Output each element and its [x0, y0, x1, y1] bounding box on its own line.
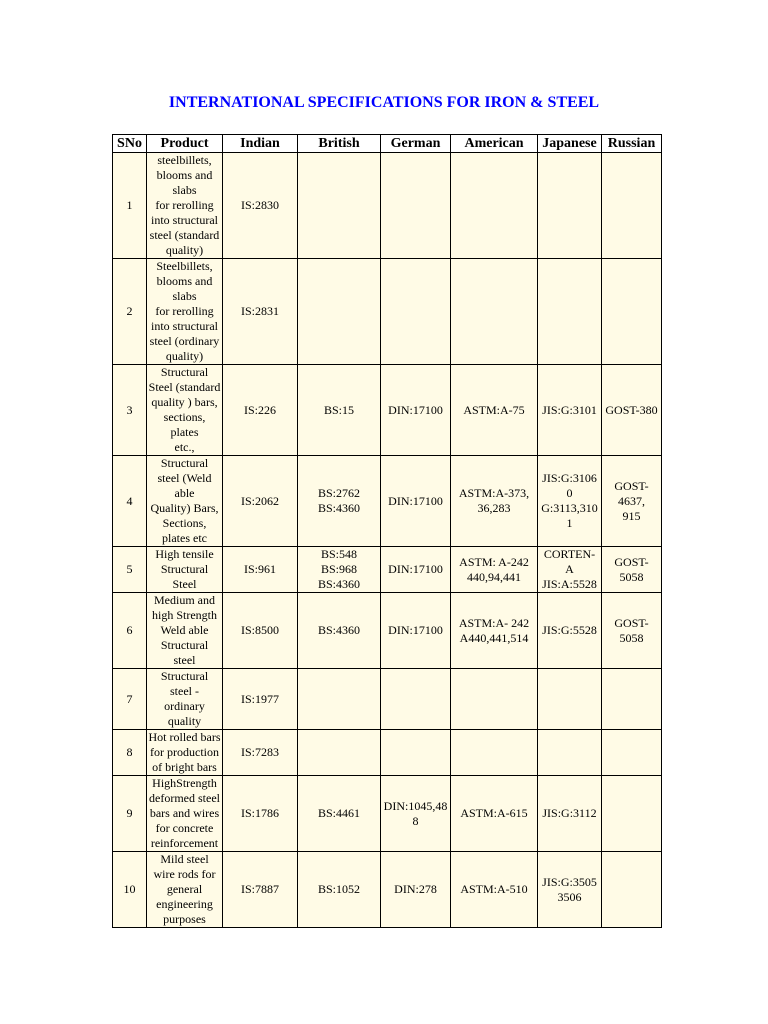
cell-product: [147, 259, 222, 364]
cell-line: Sections,: [162, 516, 207, 530]
cell-german: [381, 776, 450, 851]
cell-sno: 7: [113, 669, 146, 729]
cell-japanese: [538, 259, 601, 364]
cell-russian: [602, 669, 661, 729]
cell-german: [381, 852, 450, 927]
cell-product: [147, 456, 222, 546]
cell-line: sections,: [163, 410, 206, 424]
cell-line: JIS:G:3505: [542, 874, 597, 889]
cell-line: 5058: [619, 569, 644, 584]
cell-line: ASTM:A-75: [463, 402, 525, 417]
cell-british: [298, 153, 380, 258]
cell-russian: [602, 852, 661, 927]
cell-line: into structural: [151, 213, 218, 227]
header-row: [113, 135, 661, 152]
cell-line: steel: [173, 653, 196, 667]
cell-line: blooms and: [156, 168, 213, 182]
cell-line: ASTM: A-242: [459, 554, 529, 569]
cell-american: [451, 547, 537, 592]
cell-american: [451, 776, 537, 851]
cell-american: [451, 730, 537, 775]
cell-line: ASTM:A- 242: [458, 615, 530, 630]
cell-line: slabs: [172, 289, 197, 303]
cell-russian: [602, 456, 661, 546]
cell-line: Steel: [172, 577, 197, 591]
cell-japanese: [538, 365, 601, 455]
cell-american: [451, 456, 537, 546]
cell-line: HighStrength: [152, 776, 217, 790]
cell-line: BS:4360: [317, 623, 360, 637]
cell-japanese: [538, 547, 601, 592]
cell-line: quality): [165, 349, 204, 363]
table-row: [113, 365, 661, 455]
cell-product: [147, 547, 222, 592]
cell-american: [451, 852, 537, 927]
cell-line: for rerolling: [155, 304, 214, 318]
cell-line: JIS:G:3101: [542, 402, 597, 417]
cell-line: BS:548: [320, 547, 357, 561]
cell-japanese: [538, 593, 601, 668]
cell-german: [381, 593, 450, 668]
cell-sno: 10: [113, 852, 146, 927]
cell-line: Structural: [160, 638, 209, 652]
cell-line: GOST-: [614, 478, 649, 493]
cell-line: Structural: [160, 365, 209, 379]
cell-sno: 1: [113, 153, 146, 258]
cell-line: IS:1977: [240, 691, 279, 706]
cell-line: Structural: [160, 456, 209, 470]
cell-line: into structural: [151, 319, 218, 333]
cell-line: slabs: [172, 183, 197, 197]
cell-line: for concrete: [155, 821, 214, 835]
cell-line: BS:4360: [317, 577, 360, 591]
cell-line: BS:968: [320, 562, 357, 576]
cell-indian: [223, 547, 297, 592]
cell-sno: 3: [113, 365, 146, 455]
cell-line: DIN:1045,48: [383, 798, 448, 813]
cell-line: IS:1786: [240, 806, 279, 820]
cell-product: [147, 593, 222, 668]
cell-german: [381, 669, 450, 729]
cell-japanese: [538, 730, 601, 775]
cell-line: steel (standard: [149, 228, 220, 242]
cell-russian: [602, 593, 661, 668]
cell-line: deformed steel: [149, 791, 220, 805]
cell-line: blooms and: [156, 274, 213, 288]
cell-japanese: [538, 669, 601, 729]
cell-line: wire rods for: [153, 867, 216, 881]
cell-line: Mild steel: [160, 852, 209, 866]
cell-product: [147, 730, 222, 775]
cell-line: IS:2062: [240, 493, 279, 508]
cell-line: BS:4360: [317, 501, 360, 515]
cell-sno: 8: [113, 730, 146, 775]
cell-american: [451, 259, 537, 364]
cell-british: [298, 365, 380, 455]
cell-line: BS:2762: [317, 486, 360, 500]
cell-japanese: [538, 776, 601, 851]
cell-british: [298, 730, 380, 775]
table-row: [113, 852, 661, 927]
cell-russian: [602, 776, 661, 851]
cell-indian: [223, 776, 297, 851]
cell-line: for production: [150, 745, 219, 759]
cell-russian: [602, 365, 661, 455]
cell-british: [298, 547, 380, 592]
cell-german: [381, 153, 450, 258]
cell-russian: [602, 730, 661, 775]
cell-line: 0: [566, 486, 573, 500]
cell-line: DIN:278: [394, 882, 437, 896]
cell-british: [298, 456, 380, 546]
column-header-sno: SNo: [113, 135, 146, 152]
table-row: [113, 153, 661, 258]
cell-american: [451, 593, 537, 668]
cell-indian: [223, 852, 297, 927]
cell-line: steel (ordinary: [149, 334, 220, 348]
column-header-japanese: Japanese: [538, 135, 601, 152]
cell-line: BS:4461: [317, 806, 360, 820]
cell-indian: [223, 365, 297, 455]
column-header-german: German: [381, 135, 450, 152]
cell-line: IS:7887: [240, 882, 279, 896]
cell-line: 4637,: [618, 493, 645, 508]
cell-line: BS:1052: [317, 882, 360, 896]
cell-line: Quality) Bars,: [150, 501, 219, 515]
cell-line: IS:7283: [240, 745, 279, 759]
cell-line: Weld able: [160, 623, 209, 637]
cell-american: [451, 365, 537, 455]
cell-russian: [602, 259, 661, 364]
cell-product: [147, 776, 222, 851]
cell-line: ASTM:A-510: [460, 882, 528, 896]
cell-line: steel -: [170, 684, 199, 698]
table-body: [113, 153, 661, 927]
cell-line: JIS:G:5528: [542, 623, 597, 637]
cell-line: IS:2830: [240, 198, 279, 212]
cell-line: purposes: [163, 912, 206, 926]
cell-line: Steel (standard: [148, 380, 221, 394]
table-row: [113, 259, 661, 364]
cell-line: Steelbillets,: [156, 259, 213, 273]
cell-line: plates: [170, 425, 199, 439]
table-row: [113, 730, 661, 775]
cell-product: [147, 669, 222, 729]
cell-indian: [223, 259, 297, 364]
cell-line: able: [174, 486, 195, 500]
cell-line: 1: [566, 516, 573, 530]
cell-line: 440,94,441: [467, 569, 521, 584]
cell-line: 3506: [557, 889, 582, 904]
cell-line: JIS:G:3112: [542, 806, 597, 820]
cell-german: [381, 456, 450, 546]
cell-line: steelbillets,: [157, 153, 212, 167]
column-header-british: British: [298, 135, 380, 152]
cell-german: [381, 730, 450, 775]
cell-german: [381, 259, 450, 364]
specifications-table: [112, 134, 662, 928]
cell-line: reinforcement: [150, 836, 219, 850]
cell-british: [298, 776, 380, 851]
cell-line: ASTM:A-373,: [458, 486, 530, 500]
cell-product: [147, 153, 222, 258]
cell-british: [298, 669, 380, 729]
cell-line: engineering: [156, 897, 213, 911]
column-header-russian: Russian: [602, 135, 661, 152]
cell-line: quality: [167, 714, 202, 728]
table-row: [113, 593, 661, 668]
cell-line: G:3113,310: [541, 501, 598, 515]
cell-sno: 6: [113, 593, 146, 668]
cell-line: DIN:17100: [388, 402, 443, 417]
cell-line: JIS:G:3106: [542, 471, 597, 485]
cell-line: ASTM:A-615: [460, 806, 528, 820]
cell-line: IS:961: [243, 562, 276, 576]
cell-indian: [223, 456, 297, 546]
cell-indian: [223, 669, 297, 729]
cell-sno: 9: [113, 776, 146, 851]
cell-line: JIS:A:5528: [542, 577, 597, 591]
cell-line: plates etc: [162, 531, 207, 545]
cell-line: 8: [412, 813, 419, 828]
cell-british: [298, 593, 380, 668]
cell-german: [381, 547, 450, 592]
cell-line: general: [166, 882, 203, 896]
column-header-indian: Indian: [223, 135, 297, 152]
cell-line: quality): [165, 243, 204, 257]
column-header-product: Product: [147, 135, 222, 152]
table-row: [113, 669, 661, 729]
cell-japanese: [538, 456, 601, 546]
cell-line: GOST-: [614, 615, 649, 630]
cell-line: DIN:17100: [388, 493, 443, 508]
cell-line: BS:15: [323, 402, 354, 417]
table-row: [113, 547, 661, 592]
cell-line: Hot rolled bars: [148, 730, 221, 744]
cell-russian: [602, 153, 661, 258]
column-header-american: American: [451, 135, 537, 152]
cell-indian: [223, 593, 297, 668]
cell-indian: [223, 730, 297, 775]
cell-line: bars and wires: [149, 806, 220, 820]
cell-sno: 2: [113, 259, 146, 364]
cell-line: 36,283: [477, 501, 511, 515]
cell-line: for rerolling: [155, 198, 214, 212]
cell-japanese: [538, 153, 601, 258]
cell-line: 915: [622, 508, 641, 523]
cell-line: IS:226: [243, 402, 276, 417]
cell-line: High tensile: [155, 547, 214, 561]
cell-line: IS:8500: [240, 623, 279, 637]
cell-british: [298, 259, 380, 364]
cell-sno: 4: [113, 456, 146, 546]
cell-line: quality ) bars,: [151, 395, 218, 409]
cell-german: [381, 365, 450, 455]
cell-line: GOST-: [614, 554, 649, 569]
cell-line: GOST-380: [605, 402, 658, 417]
cell-british: [298, 852, 380, 927]
cell-japanese: [538, 852, 601, 927]
cell-line: Medium and: [154, 593, 215, 607]
cell-line: ordinary: [164, 699, 205, 713]
cell-line: CORTEN-: [543, 547, 596, 561]
cell-line: steel (Weld: [157, 471, 212, 485]
cell-line: A: [565, 562, 574, 576]
cell-line: of bright bars: [152, 760, 217, 774]
cell-product: [147, 365, 222, 455]
cell-indian: [223, 153, 297, 258]
table-row: [113, 456, 661, 546]
cell-line: DIN:17100: [388, 623, 443, 637]
cell-line: etc.,: [174, 440, 195, 454]
cell-line: 5058: [619, 630, 644, 645]
page-title: INTERNATIONAL SPECIFICATIONS FOR IRON & STEEL: [168, 94, 600, 111]
cell-line: A440,441,514: [459, 630, 529, 645]
cell-line: high Strength: [152, 608, 217, 622]
cell-product: [147, 852, 222, 927]
cell-line: Structural: [160, 669, 209, 683]
cell-american: [451, 153, 537, 258]
cell-sno: 5: [113, 547, 146, 592]
cell-line: DIN:17100: [388, 562, 443, 576]
cell-russian: [602, 547, 661, 592]
cell-line: Structural: [160, 562, 209, 576]
cell-line: IS:2831: [240, 304, 279, 318]
cell-american: [451, 669, 537, 729]
table-row: [113, 776, 661, 851]
